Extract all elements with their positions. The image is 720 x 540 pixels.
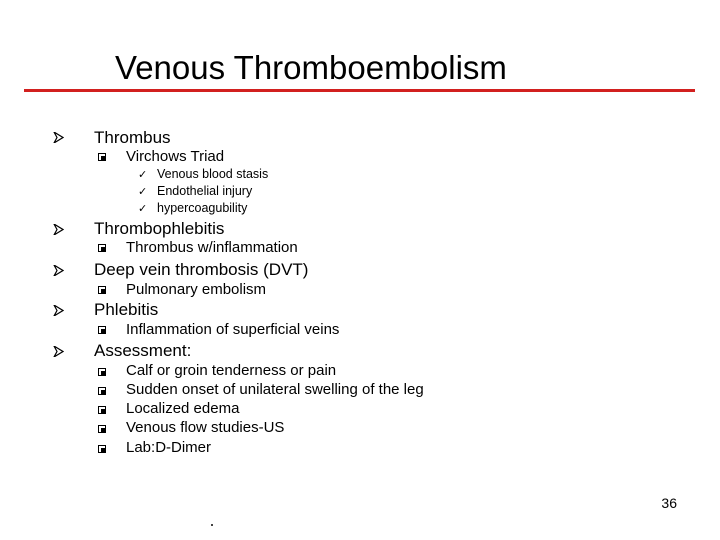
checkmark-bullet-icon: ✓: [138, 202, 148, 215]
sub-bullet-unilateral-swelling: Sudden onset of unilateral swelling of the leg: [126, 381, 424, 398]
checkmark-bullet-icon: ✓: [138, 185, 148, 198]
arrowhead-bullet-icon: [53, 346, 64, 357]
sub-bullet-lab-d-dimer: Lab:D-Dimer: [126, 439, 212, 456]
slide-title: Venous Thromboembolism: [115, 49, 507, 86]
square-bullet-icon: [98, 286, 106, 294]
page-number: 36: [661, 495, 677, 511]
footer-dot: [211, 524, 213, 526]
arrowhead-bullet-icon: [53, 224, 64, 235]
square-bullet-icon: [98, 153, 106, 161]
sub-bullet-inflammation-superficial-veins: Inflammation of superficial veins: [126, 321, 340, 338]
check-item-endothelial-injury: Endothelial injury: [157, 184, 253, 198]
sub-bullet-calf-groin-tenderness: Calf or groin tenderness or pain: [126, 362, 337, 379]
check-item-hypercoagubility: hypercoagubility: [157, 201, 248, 215]
square-bullet-icon: [98, 244, 106, 252]
check-item-venous-blood-stasis: Venous blood stasis: [157, 167, 269, 181]
arrowhead-bullet-icon: [53, 132, 64, 143]
arrowhead-bullet-icon: [53, 265, 64, 276]
bullet-assessment: Assessment:: [94, 341, 192, 360]
square-bullet-icon: [98, 445, 106, 453]
arrowhead-bullet-icon: [53, 305, 64, 316]
square-bullet-icon: [98, 387, 106, 395]
sub-bullet-venous-flow-studies: Venous flow studies-US: [126, 419, 285, 436]
square-bullet-icon: [98, 425, 106, 433]
title-underline: [24, 89, 695, 92]
sub-bullet-pulmonary-embolism: Pulmonary embolism: [126, 281, 267, 298]
bullet-thrombophlebitis: Thrombophlebitis: [94, 219, 225, 238]
bullet-thrombus: Thrombus: [94, 128, 171, 147]
sub-bullet-localized-edema: Localized edema: [126, 400, 240, 417]
square-bullet-icon: [98, 368, 106, 376]
sub-bullet-thrombus-inflammation: Thrombus w/inflammation: [126, 239, 298, 256]
square-bullet-icon: [98, 326, 106, 334]
bullet-phlebitis: Phlebitis: [94, 300, 159, 319]
square-bullet-icon: [98, 406, 106, 414]
sub-bullet-virchows-triad: Virchows Triad: [126, 148, 225, 165]
checkmark-bullet-icon: ✓: [138, 168, 148, 181]
bullet-dvt: Deep vein thrombosis (DVT): [94, 260, 309, 279]
